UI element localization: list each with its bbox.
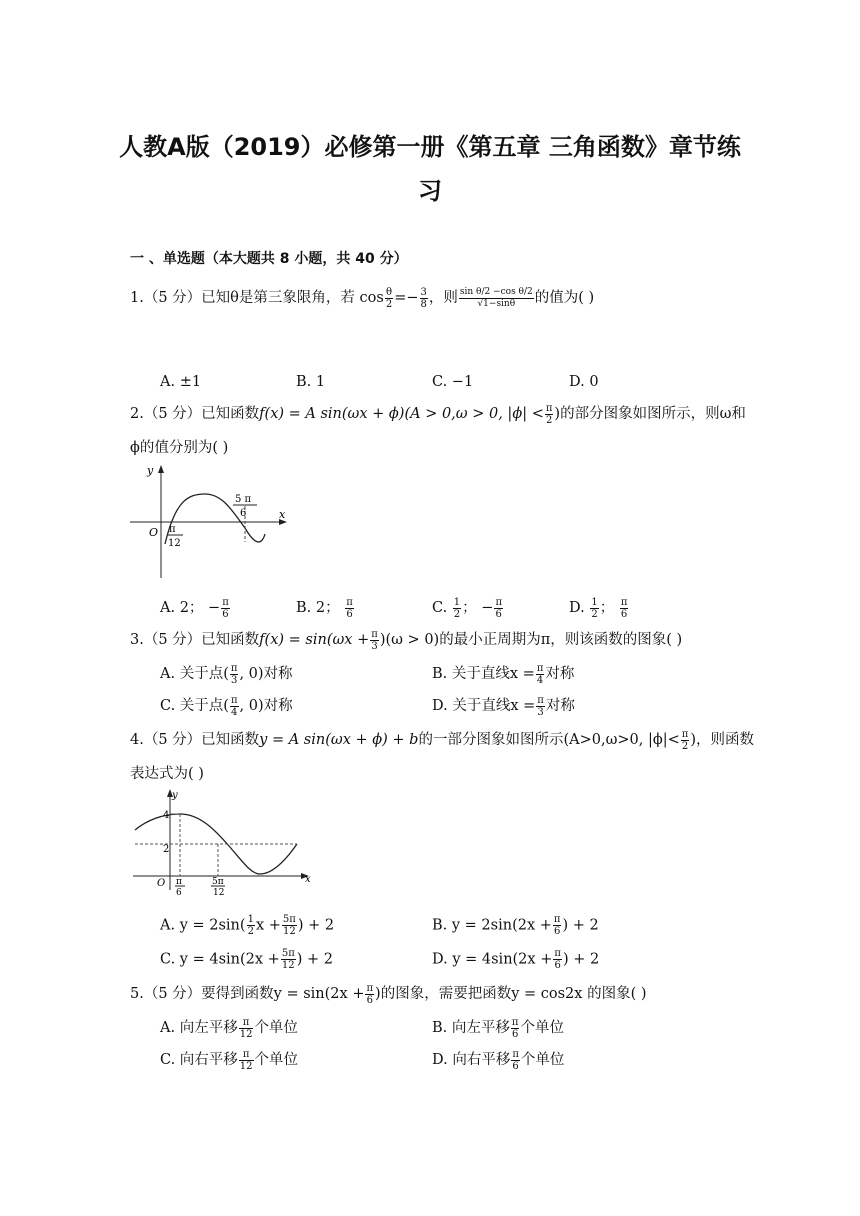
tick-label: π xyxy=(176,877,182,887)
fraction: $\frac{\pi}{6}$ xyxy=(512,1048,519,1072)
fraction: $\frac{\pi}{3}$ xyxy=(537,694,544,718)
tick-label: 6 xyxy=(240,508,247,519)
fraction: $\frac{1}{2}$ xyxy=(591,596,598,620)
y-arrow-icon xyxy=(158,465,164,473)
q5-option-b[interactable]: B. 向左平移 $\frac{\pi}{6}$ 个单位 xyxy=(432,1016,564,1040)
doc-title-line1: 人教A版（2019）必修第一册《第五章 三角函数》章节练 xyxy=(119,133,741,161)
q1-option-b[interactable]: B. 1 xyxy=(296,374,326,390)
q4-option-b[interactable]: B. y = 2sin(2x + $\frac{\pi}{6}$ ) + 2 xyxy=(432,914,599,937)
fraction: $\frac{\pi}{12}$ xyxy=(239,1048,253,1072)
fraction: $\frac{\pi}{4}$ xyxy=(536,662,544,686)
fraction: $\frac{\pi}{12}$ xyxy=(239,1016,253,1040)
q3-option-c[interactable]: C. 关于点( $\frac{\pi}{4}$ , 0)对称 xyxy=(160,694,293,718)
fraction: $\frac{\theta}{2}$ xyxy=(385,286,393,310)
fraction: $\frac{\pi}{3}$ xyxy=(371,628,378,652)
q1-option-a[interactable]: A. ±1 xyxy=(160,374,202,390)
q4-option-a[interactable]: A. y = 2sin( $\frac{1}{2}$ x + $\frac{5\pi}{12}$ ) + 2 xyxy=(160,914,335,937)
q5-option-c[interactable]: C. 向右平移 $\frac{\pi}{12}$ 个单位 xyxy=(160,1048,299,1072)
fraction: $\frac{\pi}{2}$ xyxy=(545,402,553,426)
fraction: $\frac{\pi}{6}$ xyxy=(346,596,353,620)
fraction: $\frac{\pi}{6}$ xyxy=(222,596,229,620)
origin-label: O xyxy=(149,526,159,539)
question-4-stem: 4.（5 分）已知函数y = A sin(ωx + ϕ) + b的一部分图象如图所示(A>0,ω>0, |ϕ|< $\frac{\pi}{2}$ )，则函数 xyxy=(130,728,755,752)
q2-graph xyxy=(125,462,295,582)
fraction: $\frac{\pi}{6}$ xyxy=(620,596,628,620)
q2-option-b[interactable]: B. 2； $\frac{\pi}{6}$ xyxy=(296,596,353,620)
fraction: $\frac{1}{2}$ xyxy=(453,596,461,620)
fraction: $\frac{1}{2}$ xyxy=(247,914,254,937)
question-2-stem-line2: ϕ的值分别为( ) xyxy=(130,440,229,456)
tick-label: 12 xyxy=(168,538,181,549)
q4-option-c[interactable]: C. y = 4sin(2x + $\frac{5\pi}{12}$ ) + 2 xyxy=(160,948,334,971)
tick-label: 12 xyxy=(213,888,225,896)
question-1-stem: 1.（5 分）已知θ是第三象限角，若 cos $\frac{\theta}{2}$ =− $\frac{3}{8}$ ，则 $\frac{\text{sin θ/2 −cos θ/2}}{√1-\sin\theta}$ 的值为( ) xyxy=(130,286,595,310)
q5-option-d[interactable]: D. 向右平移 $\frac{\pi}{6}$ 个单位 xyxy=(432,1048,565,1072)
q3-option-a[interactable]: A. 关于点( $\frac{\pi}{3}$ , 0)对称 xyxy=(160,662,293,686)
tick-label: 5 π xyxy=(235,494,252,505)
tick-label: π xyxy=(169,524,176,535)
y-label: y xyxy=(172,790,178,801)
fraction: $\frac{\pi}{6}$ xyxy=(554,948,561,971)
fraction: $\frac{\pi}{6}$ xyxy=(495,596,503,620)
question-4-stem-line2: 表达式为( ) xyxy=(130,766,204,782)
q5-option-a[interactable]: A. 向左平移 $\frac{\pi}{12}$ 个单位 xyxy=(160,1016,298,1040)
x-label: x xyxy=(279,508,286,521)
tick-label: 2 xyxy=(163,844,170,855)
q4-option-d[interactable]: D. y = 4sin(2x + $\frac{\pi}{6}$ ) + 2 xyxy=(432,948,600,971)
section-heading: 一 、单选题（本大题共 8 小题，共 40 分） xyxy=(130,251,408,267)
fraction: $\frac{\pi}{6}$ xyxy=(553,914,561,937)
y-label: y xyxy=(147,464,154,477)
q2-option-d[interactable]: D. $\frac{1}{2}$ ； $\frac{\pi}{6}$ xyxy=(569,596,628,620)
fraction: $\frac{\pi}{4}$ xyxy=(230,694,238,718)
x-label: x xyxy=(305,874,311,885)
tick-label: 6 xyxy=(176,888,182,896)
q1-option-d[interactable]: D. 0 xyxy=(569,374,599,390)
q3-option-b[interactable]: B. 关于直线x = $\frac{\pi}{4}$ 对称 xyxy=(432,662,575,686)
q4-graph xyxy=(125,786,320,896)
fraction: $\frac{\pi}{3}$ xyxy=(230,662,238,686)
fraction: $\frac{\pi}{2}$ xyxy=(681,728,689,752)
fraction: $\frac{3}{8}$ xyxy=(420,286,427,310)
tick-label: 4 xyxy=(163,810,170,821)
q2-option-c[interactable]: C. $\frac{1}{2}$ ； − $\frac{\pi}{6}$ xyxy=(432,596,503,620)
fraction: $\frac{5\pi}{12}$ xyxy=(282,914,296,937)
tick-label: 5π xyxy=(212,877,224,887)
question-5-stem: 5.（5 分）要得到函数y = sin(2x + $\frac{\pi}{6}$ )的图象，需要把函数y = cos2x 的图象( ) xyxy=(130,982,647,1006)
fraction: $\frac{\text{sin θ/2 −cos θ/2}}{√1-\sin\theta}$ xyxy=(459,286,533,309)
fraction: $\frac{\pi}{6}$ xyxy=(511,1016,519,1040)
question-3-stem: 3.（5 分）已知函数f(x) = sin(ωx + $\frac{\pi}{3}$ )(ω > 0)的最小正周期为π，则该函数的图象( ) xyxy=(130,628,683,652)
q2-option-a[interactable]: A. 2； − $\frac{\pi}{6}$ xyxy=(160,596,229,620)
origin-label: O xyxy=(157,878,166,889)
question-2-stem: 2.（5 分）已知函数f(x) = A sin(ωx + ϕ)(A > 0,ω > 0, |ϕ| < $\frac{\pi}{2}$ )的部分图象如图所示，则ω和 xyxy=(130,402,746,426)
fraction: $\frac{5\pi}{12}$ xyxy=(281,948,295,971)
q1-option-c[interactable]: C. −1 xyxy=(432,374,474,390)
q3-option-d[interactable]: D. 关于直线x = $\frac{\pi}{3}$ 对称 xyxy=(432,694,575,718)
doc-title-line2: 习 xyxy=(418,177,442,205)
fraction: $\frac{\pi}{6}$ xyxy=(366,982,374,1006)
